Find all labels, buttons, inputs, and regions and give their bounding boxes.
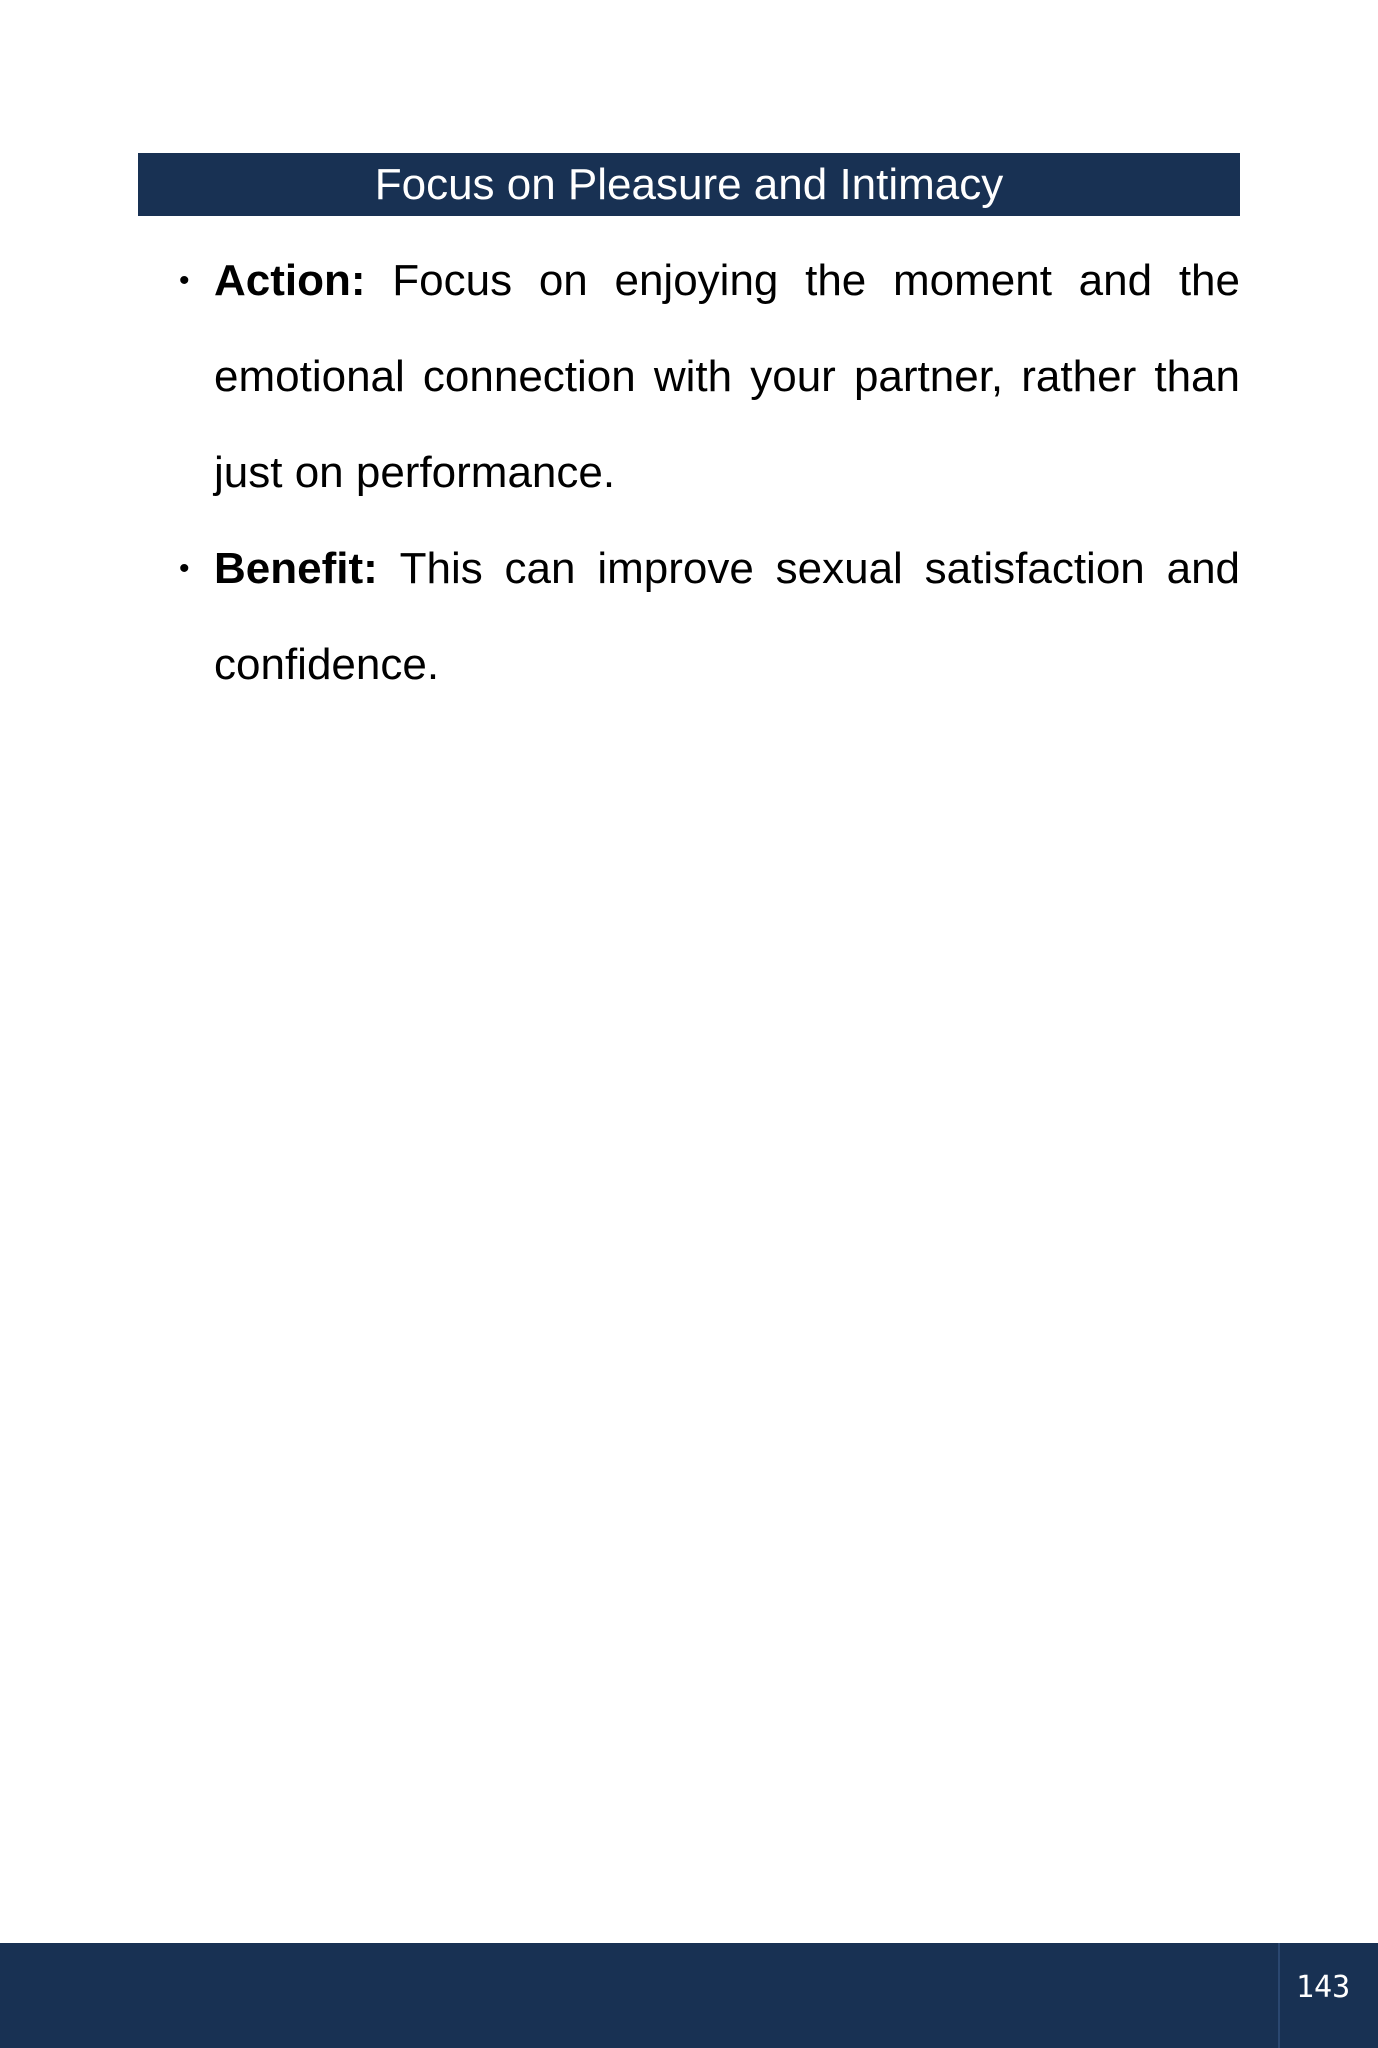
bullet-icon: • bbox=[179, 552, 190, 585]
bullet-text-benefit: This can improve sexual satisfaction and confidence. bbox=[214, 544, 1241, 689]
bullet-item-benefit bbox=[179, 521, 1241, 713]
section-title: Focus on Pleasure and Intimacy bbox=[374, 160, 1004, 209]
bullet-list bbox=[0, 233, 1378, 713]
bullet-text-action: Focus on enjoying the moment and the emotional connection with your partner, rather than just on performance. bbox=[214, 256, 1240, 497]
footer-bar bbox=[0, 1943, 1378, 2048]
bullet-term-benefit: Benefit: bbox=[214, 544, 400, 593]
page-number: 143 bbox=[1296, 1970, 1351, 2005]
page-number-box bbox=[1278, 1943, 1378, 2048]
bullet-item-action bbox=[179, 233, 1240, 521]
section-title-banner bbox=[138, 153, 1240, 216]
bullet-term-action: Action: bbox=[214, 256, 393, 305]
bullet-icon: • bbox=[179, 264, 190, 297]
